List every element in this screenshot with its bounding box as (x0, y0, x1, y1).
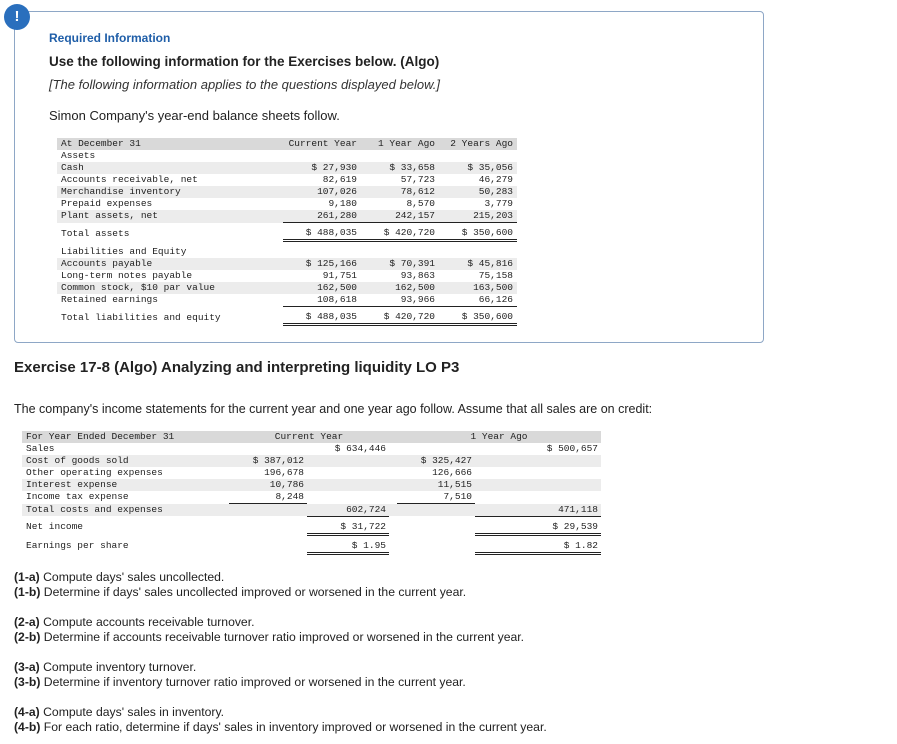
row-label: Plant assets, net (57, 210, 283, 223)
table-row (22, 491, 601, 504)
cell-value: $ 634,446 (334, 443, 386, 454)
cell-value: 82,619 (322, 174, 357, 185)
column-header: For Year Ended December 31 (22, 431, 229, 443)
question-text: Compute inventory turnover. (39, 660, 197, 674)
row-label: Total costs and expenses (22, 504, 229, 517)
cell-value: $ 31,722 (307, 521, 389, 535)
question-item (14, 675, 547, 690)
cell-value: 602,724 (307, 504, 389, 517)
row-label: Cost of goods sold (22, 455, 229, 467)
table-row (57, 227, 517, 241)
cell-value: 10,786 (229, 479, 307, 491)
table-row (57, 270, 517, 282)
cell-value: $ 27,930 (283, 162, 361, 174)
question-tag: (1-a) (14, 570, 40, 584)
row-label: Accounts receivable, net (61, 174, 198, 185)
income-statement-table (22, 431, 601, 555)
cell-value: 107,026 (283, 186, 361, 198)
row-label: Merchandise inventory (57, 186, 283, 198)
table-header-row (22, 431, 601, 443)
alert-icon: ! (4, 4, 30, 30)
required-info-title: Required Information (49, 31, 171, 45)
question-tag: (3-b) (14, 675, 41, 689)
applies-note: [The following information applies to the questions displayed below.] (49, 77, 440, 92)
use-info-heading: Use the following information for the Exercises below. (Algo) (49, 54, 440, 69)
cell-value: 9,180 (328, 198, 357, 209)
row-label: Total liabilities and equity (61, 311, 221, 323)
question-text: Determine if days' sales uncollected improved or worsened in the current year. (40, 585, 467, 599)
question-tag: (3-a) (14, 660, 40, 674)
cell-value: $ 420,720 (361, 311, 439, 325)
table-row (57, 162, 517, 174)
question-item (14, 630, 547, 645)
cell-value: $ 325,427 (397, 455, 475, 467)
column-header: At December 31 (57, 138, 283, 150)
table-row (22, 504, 601, 517)
cell-value: 93,966 (361, 294, 439, 307)
cell-value: 215,203 (439, 210, 517, 223)
cell-value: $ 350,600 (439, 311, 517, 325)
question-text: For each ratio, determine if days' sales in inventory improved or worsened in the current year. (40, 720, 547, 734)
table-row (22, 455, 601, 467)
question-text: Determine if inventory turnover ratio improved or worsened in the current year. (40, 675, 466, 689)
cell-value: 8,248 (229, 491, 307, 504)
question-tag: (1-b) (14, 585, 41, 599)
row-label: Income tax expense (26, 491, 129, 503)
section-heading: Assets (61, 150, 96, 161)
question-item (14, 720, 547, 735)
question-item (14, 660, 547, 675)
table-row (57, 294, 517, 307)
cell-value: $ 500,657 (546, 443, 598, 454)
row-label: Accounts payable (57, 258, 283, 270)
table-row (57, 258, 517, 270)
question-text: Compute days' sales uncollected. (39, 570, 225, 584)
question-tag: (2-a) (14, 615, 40, 629)
cell-value: 57,723 (400, 174, 435, 185)
cell-value: $ 488,035 (283, 311, 361, 325)
question-tag: (4-a) (14, 705, 40, 719)
question-list (14, 570, 547, 735)
cell-value: $ 45,816 (439, 258, 517, 270)
cell-value: $ 420,720 (361, 227, 439, 241)
table-header-row (57, 138, 517, 150)
cell-value: 50,283 (439, 186, 517, 198)
table-row (57, 174, 517, 186)
table-row (57, 282, 517, 294)
cell-value: 78,612 (361, 186, 439, 198)
row-label: Net income (26, 521, 84, 533)
cell-value: 261,280 (283, 210, 361, 223)
row-label: Prepaid expenses (61, 198, 153, 209)
row-label: Other operating expenses (26, 467, 163, 478)
section-heading: Liabilities and Equity (61, 246, 187, 257)
cell-value: $ 35,056 (439, 162, 517, 174)
table-row (57, 186, 517, 198)
cell-value: $ 1.95 (307, 540, 389, 554)
cell-value: 3,779 (484, 198, 513, 209)
row-label: Retained earnings (61, 294, 158, 306)
cell-value: 66,126 (439, 294, 517, 307)
cell-value: $ 70,391 (361, 258, 439, 270)
cell-value: 196,678 (264, 467, 304, 478)
cell-value: 8,570 (406, 198, 435, 209)
question-item (14, 615, 547, 630)
column-header: Current Year (229, 431, 389, 443)
table-row (57, 246, 517, 258)
row-label: Long-term notes payable (61, 270, 193, 281)
table-row (22, 443, 601, 455)
column-header: 1 Year Ago (361, 138, 439, 150)
cell-value: 471,118 (475, 504, 601, 517)
cell-value: 162,500 (283, 282, 361, 294)
row-label: Total assets (61, 227, 130, 239)
table-row (57, 311, 517, 325)
row-label: Interest expense (22, 479, 229, 491)
table-row (57, 198, 517, 210)
row-label: Earnings per share (26, 540, 129, 552)
cell-value: $ 125,166 (283, 258, 361, 270)
question-tag: (2-b) (14, 630, 41, 644)
exercise-intro: The company's income statements for the current year and one year ago follow. Assume that all sales are on credit: (14, 402, 653, 416)
cell-value: $ 387,012 (229, 455, 307, 467)
cell-value: 7,510 (397, 491, 475, 504)
cell-value: $ 29,539 (475, 521, 601, 535)
cell-value: 108,618 (283, 294, 361, 307)
cell-value: 126,666 (432, 467, 472, 478)
question-text: Compute days' sales in inventory. (39, 705, 225, 719)
cell-value: $ 1.82 (475, 540, 601, 554)
question-item (14, 585, 547, 600)
table-row (57, 150, 517, 162)
row-label: Cash (57, 162, 283, 174)
column-header: 2 Years Ago (439, 138, 517, 150)
cell-value: 91,751 (322, 270, 357, 281)
cell-value: 75,158 (478, 270, 513, 281)
question-item (14, 705, 547, 720)
table-row (22, 479, 601, 491)
column-header: Current Year (283, 138, 361, 150)
column-header: 1 Year Ago (397, 431, 601, 443)
cell-value: $ 33,658 (361, 162, 439, 174)
cell-value: 93,863 (400, 270, 435, 281)
cell-value: 162,500 (361, 282, 439, 294)
table-row (22, 540, 601, 554)
row-label: Common stock, $10 par value (57, 282, 283, 294)
question-text: Compute accounts receivable turnover. (39, 615, 255, 629)
balance-sheet-table (57, 138, 517, 326)
cell-value: 46,279 (478, 174, 513, 185)
cell-value: 163,500 (439, 282, 517, 294)
table-row (57, 210, 517, 223)
exercise-title: Exercise 17-8 (Algo) Analyzing and interpreting liquidity LO P3 (14, 359, 460, 376)
question-item (14, 570, 547, 585)
table-row (22, 467, 601, 479)
question-text: Determine if accounts receivable turnover ratio improved or worsened in the current year. (40, 630, 525, 644)
cell-value: 11,515 (397, 479, 475, 491)
cell-value: $ 488,035 (283, 227, 361, 241)
cell-value: $ 350,600 (439, 227, 517, 241)
balance-sheet-intro: Simon Company's year-end balance sheets follow. (49, 108, 340, 123)
question-tag: (4-b) (14, 720, 41, 734)
cell-value: 242,157 (361, 210, 439, 223)
row-label: Sales (26, 443, 55, 454)
table-row (22, 521, 601, 535)
